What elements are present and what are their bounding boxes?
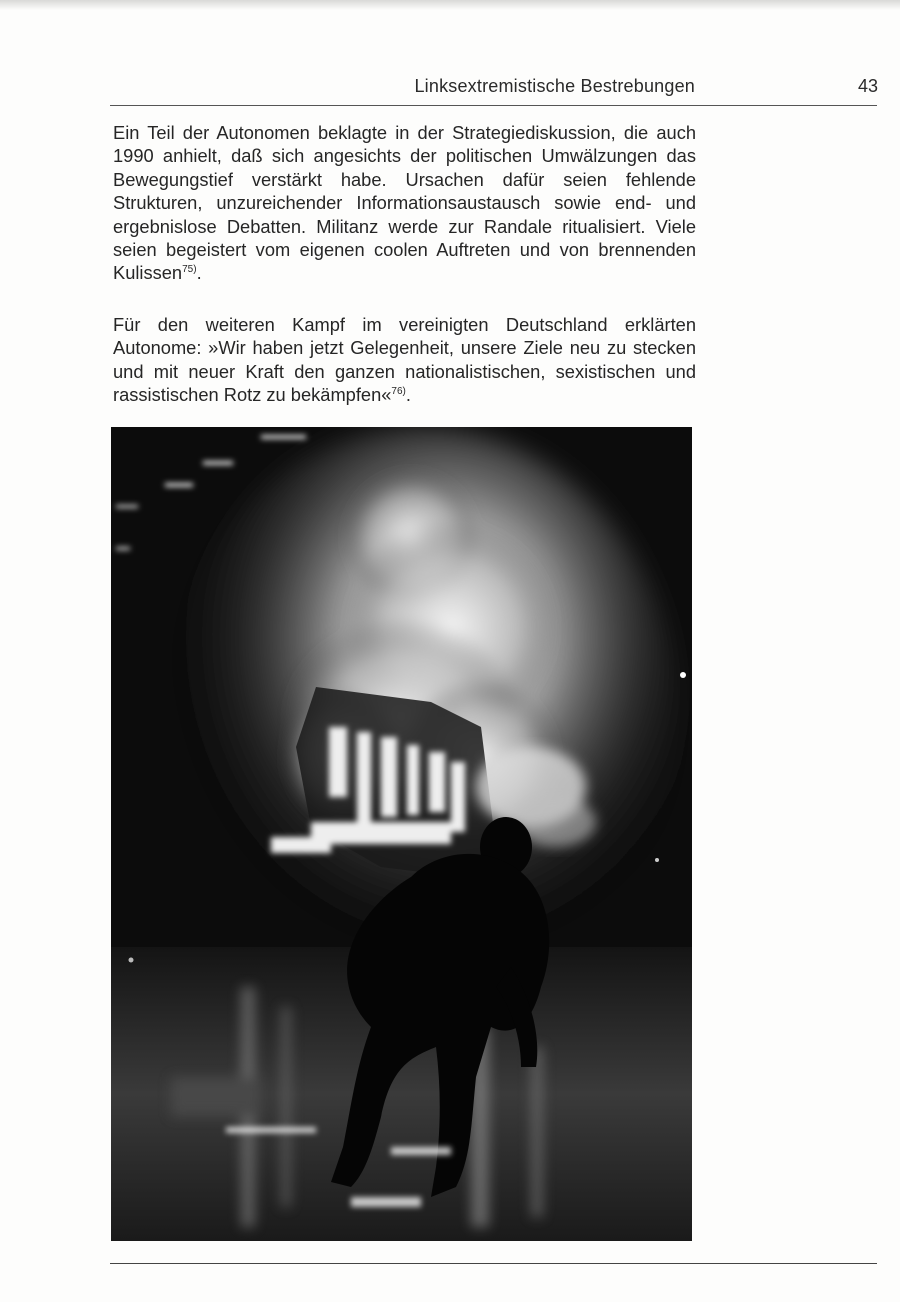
light-spot xyxy=(680,672,686,678)
header-title: Linksextremistische Bestrebungen xyxy=(414,76,695,96)
photo-illustration xyxy=(111,427,692,1241)
paragraph-2-end: . xyxy=(405,384,411,406)
riot-photograph xyxy=(111,427,692,1241)
running-header xyxy=(110,76,880,100)
paragraph-1-end: . xyxy=(196,262,202,284)
page-number: 43 xyxy=(857,76,878,96)
light-spot xyxy=(129,958,134,963)
paragraph-1 xyxy=(113,121,696,285)
paragraph-2-text: Für den weiteren Kampf im vereinigten Deutschland erklärten Autonome: »Wir haben jetzt Gelegenheit, unsere Ziele neu zu stecken und mit neuer Kraft den ganzen nationalistischen, sexistischen und rassistischen Rotz zu bekämpfen« xyxy=(113,314,696,406)
scan-edge xyxy=(0,0,900,10)
footnote-ref-75: 75) xyxy=(182,264,197,276)
footnote-ref-76: 76) xyxy=(391,386,406,398)
light-spot xyxy=(655,858,659,862)
paragraph-2 xyxy=(113,313,696,407)
footer-rule xyxy=(110,1263,877,1264)
header-rule xyxy=(110,105,877,106)
paragraph-1-text: Ein Teil der Autonomen beklagte in der Strategiediskussion, die auch 1990 anhielt, daß sich angesichts der politischen Umwälzungen das Bewegungstief verstärkt habe. Ursachen dafür seien fehlende Strukturen, unzureichender Informationsaustausch sowie end- und ergebnislose Debatten. Militanz werde zur Randale ritualisiert. Viele seien begeistert vom eigenen coolen Auftreten und von brennenden Kulissen xyxy=(113,122,696,284)
